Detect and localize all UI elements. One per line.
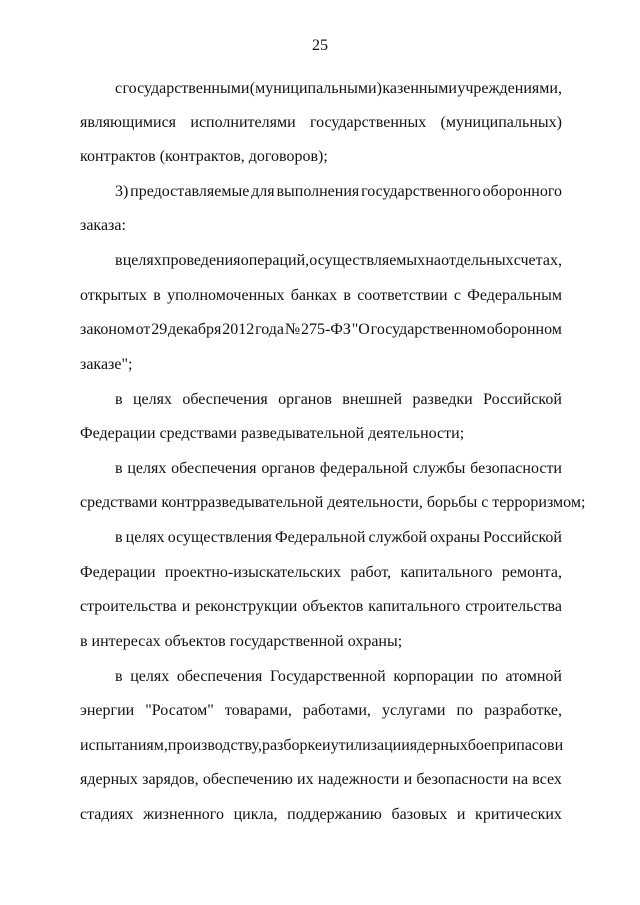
word: "О <box>351 321 370 338</box>
text-line: Федерации средствами разведывательной деятельности; <box>80 425 465 442</box>
word: в <box>343 287 351 304</box>
word: в <box>115 460 123 477</box>
word: и <box>456 806 466 823</box>
word: отдельных <box>441 252 514 269</box>
word: и <box>322 737 331 754</box>
text-line <box>115 390 562 410</box>
word: боеприпасов <box>467 737 555 754</box>
word: с <box>453 287 461 304</box>
word: поддержанию <box>287 806 382 823</box>
word: "Росатом" <box>145 702 214 719</box>
word: службы <box>412 460 466 477</box>
word: по <box>456 702 474 719</box>
word: предоставляемые <box>130 183 250 200</box>
word: обеспечения <box>171 460 257 477</box>
word: государственных <box>309 114 427 131</box>
word: государственными <box>122 80 250 97</box>
word: утилизации <box>330 737 410 754</box>
word: целях <box>127 460 167 477</box>
word: стадиях <box>80 806 134 823</box>
word: декабря <box>168 321 222 338</box>
text-line <box>115 459 562 479</box>
word: исполнителями <box>190 114 296 131</box>
word: банках <box>290 287 338 304</box>
word: энергии <box>80 702 135 719</box>
word: атомной <box>505 668 562 685</box>
word: Российской <box>483 391 562 408</box>
word: ремонта, <box>501 564 562 581</box>
word: производству, <box>167 737 262 754</box>
word: от <box>135 321 151 338</box>
word: обеспечения <box>176 668 263 685</box>
word: в <box>115 529 123 546</box>
word: объектов <box>302 598 364 615</box>
word: ядерных <box>409 737 468 754</box>
word: являющимися <box>80 114 177 131</box>
page-number: 25 <box>312 37 328 54</box>
word: Государственной <box>269 668 386 685</box>
word: по <box>481 668 498 685</box>
word: строительства <box>80 598 177 615</box>
word: 2012 <box>222 321 255 338</box>
word: жизненного <box>143 806 224 823</box>
word: ядерных <box>80 771 138 788</box>
word: законом <box>80 321 135 338</box>
word: № <box>284 321 301 338</box>
word: государственного <box>361 183 481 200</box>
word: разработке, <box>484 702 562 719</box>
word: с <box>115 80 123 97</box>
text-line <box>80 286 562 306</box>
word: и <box>554 737 564 754</box>
word: для <box>251 183 275 200</box>
word: их <box>297 771 314 788</box>
word: критических <box>475 806 562 823</box>
text-line <box>80 770 562 790</box>
word: в <box>115 668 123 685</box>
word: федеральной <box>319 460 409 477</box>
word: в <box>115 391 123 408</box>
word: капитального <box>400 564 493 581</box>
text-line <box>80 736 562 756</box>
word: 3) <box>115 183 129 200</box>
word: целях <box>125 529 165 546</box>
word: целях <box>122 252 162 269</box>
text-line <box>80 320 562 340</box>
text-line: заказа: <box>80 217 126 234</box>
word: счетах, <box>513 252 562 269</box>
word: операций, <box>240 252 310 269</box>
word: учреждениями, <box>457 80 562 97</box>
text-line: контрактов (контрактов, договоров); <box>80 148 328 165</box>
word: безопасности <box>416 771 509 788</box>
word: надежности <box>317 771 400 788</box>
word: целях <box>130 668 170 685</box>
text-line <box>80 805 562 825</box>
word: (муниципальных) <box>440 114 562 131</box>
text-line <box>115 182 562 202</box>
word: соответствии <box>357 287 448 304</box>
text-line <box>115 251 562 271</box>
text-line <box>80 563 562 583</box>
word: уполномоченных <box>167 287 285 304</box>
text-line <box>80 597 562 617</box>
word: базовых <box>391 806 448 823</box>
word: оборонном <box>486 321 562 338</box>
word: безопасности <box>470 460 562 477</box>
word: года <box>255 321 285 338</box>
word: открытых <box>80 287 148 304</box>
text-line: в интересах объектов государственной охраны; <box>80 633 403 650</box>
word: (муниципальными) <box>249 80 382 97</box>
word: всех <box>532 771 562 788</box>
text-line <box>115 79 562 99</box>
word: строительства <box>465 598 562 615</box>
word: осуществляемых <box>309 252 426 269</box>
text-line <box>80 113 562 133</box>
word: целях <box>132 391 172 408</box>
word: обеспечения <box>182 391 268 408</box>
word: внешней <box>342 391 403 408</box>
word: и <box>403 771 413 788</box>
word: разборке <box>261 737 322 754</box>
word: реконструкции <box>195 598 298 615</box>
text-line <box>115 667 562 687</box>
word: выполнения <box>276 183 360 200</box>
word: органов <box>278 391 332 408</box>
word: Федеральной <box>274 529 366 546</box>
word: разведки <box>412 391 473 408</box>
word: проектно-изыскательских <box>164 564 341 581</box>
word: испытаниям, <box>80 737 168 754</box>
word: казенными <box>382 80 457 97</box>
word: оборонного <box>482 183 562 200</box>
word: органов <box>261 460 316 477</box>
word: службой <box>368 529 427 546</box>
word: в <box>115 252 123 269</box>
word: товарами, <box>224 702 292 719</box>
word: зарядов, <box>142 771 199 788</box>
word: 29 <box>151 321 168 338</box>
word: охраны <box>430 529 481 546</box>
word: проведения <box>161 252 241 269</box>
text-line <box>115 528 562 548</box>
word: в <box>153 287 161 304</box>
word: корпорации <box>393 668 474 685</box>
word: услугами <box>381 702 446 719</box>
word: Федерации <box>80 564 156 581</box>
word: на <box>425 252 441 269</box>
word: работ, <box>350 564 392 581</box>
word: на <box>512 771 529 788</box>
text-line: заказе"; <box>80 356 133 373</box>
word: Федеральным <box>467 287 562 304</box>
word: цикла, <box>233 806 278 823</box>
word: работами, <box>302 702 371 719</box>
text-line: средствами контрразведывательной деятельности, борьбы с терроризмом; <box>80 494 586 511</box>
word: 275-ФЗ <box>300 321 351 338</box>
word: капитального <box>368 598 461 615</box>
text-line <box>80 701 562 721</box>
word: обеспечению <box>202 771 293 788</box>
word: осуществления <box>167 529 272 546</box>
word: государственном <box>370 321 486 338</box>
word: Российской <box>483 529 562 546</box>
word: и <box>181 598 191 615</box>
